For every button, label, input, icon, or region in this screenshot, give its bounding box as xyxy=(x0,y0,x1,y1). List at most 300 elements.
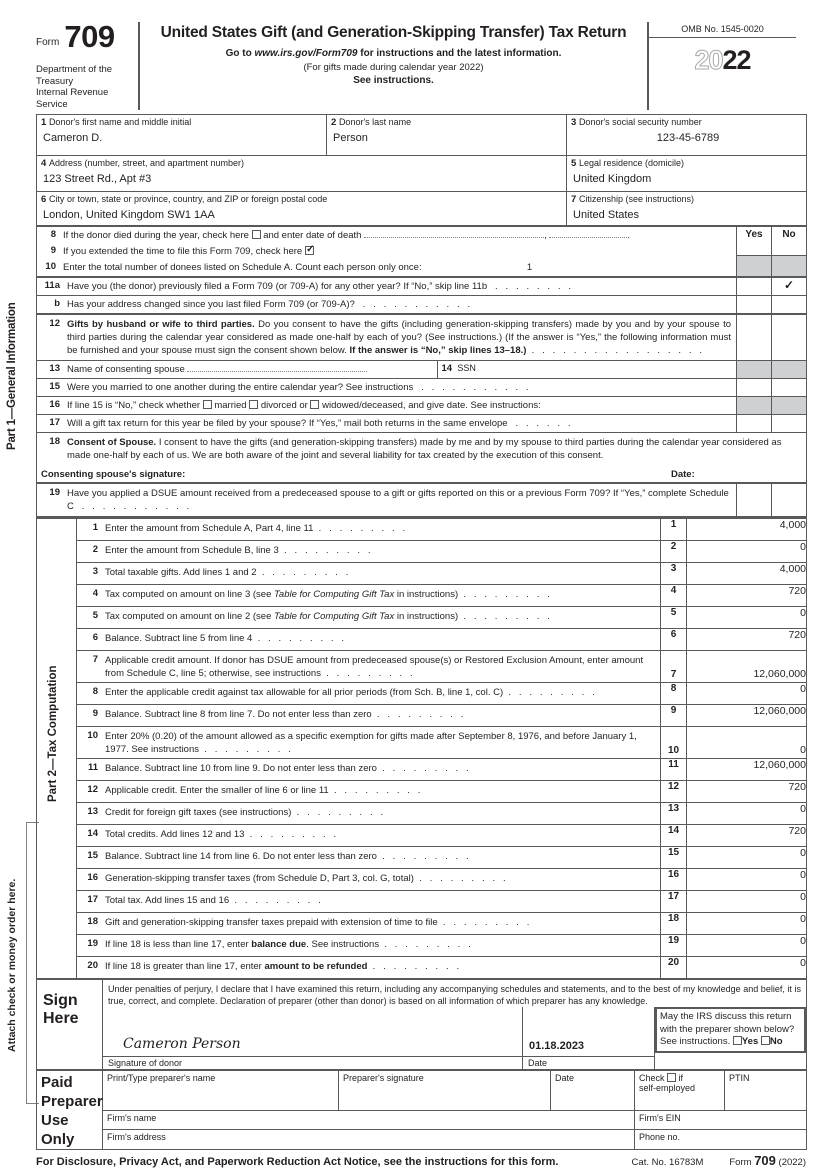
part2-line-20-amount[interactable]: 0 xyxy=(687,957,807,979)
see-instructions-note: See instructions. xyxy=(353,75,434,86)
part2-line-18-amount[interactable]: 0 xyxy=(687,913,807,935)
table-row xyxy=(37,607,807,629)
table-row xyxy=(37,585,807,607)
consenting-spouse-ssn-cell[interactable] xyxy=(437,361,736,378)
part2-line-6-description xyxy=(77,629,661,651)
table-row xyxy=(37,847,807,869)
line-9-number: 9 xyxy=(50,245,56,256)
line-18-row xyxy=(41,436,801,462)
part2-line-1-box-number: 1 xyxy=(661,519,687,541)
part2-line-text: Generation-skipping transfer taxes (from Schedule D, Part 3, col. G, total) . . . . . . . . . xyxy=(105,873,509,884)
line-13-row xyxy=(41,363,434,376)
table-row xyxy=(37,957,807,979)
firm-name-cell[interactable] xyxy=(103,1111,635,1130)
donor-address-cell[interactable] xyxy=(37,156,567,192)
line-11a-yes-cell[interactable] xyxy=(737,277,772,296)
part2-line-text: Enter the amount from Schedule B, line 3 . . . . . . . . . xyxy=(105,545,374,556)
part1-section xyxy=(36,226,806,518)
part2-line-text: If line 18 is less than line 17, enter balance due. See instructions . . . . . . . . . xyxy=(105,939,474,950)
self-employed-checkbox[interactable] xyxy=(667,1073,676,1082)
part2-line-13-box-number: 13 xyxy=(661,803,687,825)
donor-city-cell[interactable] xyxy=(37,192,567,226)
line-19-number: 19 xyxy=(49,487,60,498)
table-row xyxy=(37,156,807,192)
check-if-label-b: if xyxy=(678,1072,684,1083)
part2-line-text: Total tax. Add lines 15 and 16 . . . . . . . . . xyxy=(105,895,324,906)
consent-date-label: Date: xyxy=(671,469,695,480)
line-11b-no-cell[interactable] xyxy=(772,296,807,315)
sign-here-label-cell xyxy=(37,980,103,1070)
part2-line-6-amount[interactable]: 720 xyxy=(687,629,807,651)
line-12-number: 12 xyxy=(49,318,60,329)
part2-line-number: 10 xyxy=(87,730,98,741)
part2-line-5-description xyxy=(77,607,661,629)
part2-line-10-description xyxy=(77,727,661,759)
part2-line-14-amount[interactable]: 720 xyxy=(687,825,807,847)
form-footer xyxy=(36,1153,806,1168)
line-11b-yes-cell[interactable] xyxy=(737,296,772,315)
line-11a-no-cell[interactable]: ✓ xyxy=(772,277,807,296)
donor-first-name-label: Donor's first name and middle initial xyxy=(48,117,192,127)
table-row xyxy=(37,296,807,315)
line-11a-cell xyxy=(37,277,737,296)
part2-line-6-box-number: 6 xyxy=(661,629,687,651)
table-row xyxy=(37,563,807,585)
preparer-signature-cell[interactable] xyxy=(339,1070,551,1111)
line-16-number: 16 xyxy=(49,399,60,410)
goto-line xyxy=(146,48,641,59)
part2-line-number: 17 xyxy=(87,894,98,905)
donor-date-value: 01.18.2023 xyxy=(529,1039,585,1052)
part2-line-11-description xyxy=(77,759,661,781)
tax-year-short: 22 xyxy=(722,45,751,75)
page-title: United States Gift (and Generation-Skipping Transfer) Tax Return xyxy=(160,24,627,41)
line-16-text-a: If line 15 is “No,” check whether xyxy=(67,400,201,411)
line-12-text-a: Do you consent to have the gifts (including generation-skipping transfers) made by you and by your spouse to third parties during the calendar year considered as made one-half by each of you? (See instructions.) (If the answer is “Yes,” the following information must be furnished and your spouse must sign the consent shown below. xyxy=(67,319,731,356)
line-16-cell xyxy=(37,397,737,415)
part2-line-number: 3 xyxy=(92,566,98,577)
part2-line-20-box-number: 20 xyxy=(661,957,687,979)
irs-url-link[interactable]: www.irs.gov/Form709 xyxy=(254,48,358,59)
line-17-row xyxy=(41,417,733,430)
citizenship-value: United States xyxy=(573,209,640,221)
part2-line-8-box-number: 8 xyxy=(661,683,687,705)
line-11b-text xyxy=(67,298,733,311)
table-row xyxy=(37,980,807,1008)
line-8-text: If the donor died during the year, check here and enter date of death , . xyxy=(63,230,630,241)
footer-form-word: Form xyxy=(729,1156,752,1168)
part2-line-17-description xyxy=(77,891,661,913)
ptin-label: PTIN xyxy=(729,1072,750,1083)
footer-form-year: (2022) xyxy=(778,1156,806,1168)
line-16-text xyxy=(67,399,733,412)
part2-line-7-description xyxy=(77,651,661,683)
leader-dots: . . . . . . . . . . . xyxy=(357,299,473,310)
donor-first-name-value: Cameron D. xyxy=(43,132,103,144)
goto-prefix: Go to xyxy=(225,48,255,59)
line-14-number: 14 xyxy=(441,363,453,374)
table-row xyxy=(37,913,807,935)
part2-line-number: 12 xyxy=(87,784,98,795)
consenting-spouse-signature-label: Consenting spouse's signature: xyxy=(41,469,186,480)
line-17-text xyxy=(67,417,733,430)
part2-line-text: Total taxable gifts. Add lines 1 and 2 . . . . . . . . . xyxy=(105,567,351,578)
preparer-date-label: Date xyxy=(555,1072,575,1083)
no-cell-shaded xyxy=(772,255,807,275)
line-10-row xyxy=(37,261,736,274)
field-number-2: 2 xyxy=(331,117,337,128)
line-18-bold-lead: Consent of Spouse. xyxy=(67,437,157,448)
line-19-cell xyxy=(37,483,737,517)
part2-line-2-amount[interactable]: 0 xyxy=(687,541,807,563)
irs-discuss-no-checkbox[interactable] xyxy=(761,1036,770,1045)
sign-here-section xyxy=(36,979,806,1070)
self-employed-block xyxy=(635,1071,724,1095)
line-12-cell xyxy=(37,314,737,361)
line-15-text-a: Were you married to one another during the entire calendar year? See instructions xyxy=(67,382,414,393)
line-17-number: 17 xyxy=(49,417,60,428)
part2-line-text: Enter 20% (0.20) of the amount allowed as a specific exemption for gifts made after September 8, 1976, and before January 1, 1977. See instructions . . . . . . . . . xyxy=(105,731,637,755)
irs-discuss-yes-checkbox[interactable] xyxy=(733,1036,742,1045)
part2-line-text: If line 18 is greater than line 17, enter amount to be refunded . . . . . . . . . xyxy=(105,961,462,972)
department-line-1: Department of the Treasury xyxy=(36,64,113,87)
part2-line-text: Balance. Subtract line 10 from line 9. Do not enter less than zero . . . . . . . . . xyxy=(105,763,472,774)
donor-city-label: City or town, state or province, country, and ZIP or foreign postal code xyxy=(48,194,328,204)
line-19-row xyxy=(41,487,731,513)
table-row xyxy=(37,1070,807,1111)
line-13-14-cell xyxy=(37,361,737,379)
table-row xyxy=(37,727,807,759)
part2-line-9-amount[interactable]: 12,060,000 xyxy=(687,705,807,727)
part2-line-15-description xyxy=(77,847,661,869)
donor-ssn-cell[interactable] xyxy=(567,115,807,156)
line-11a-number: 11a xyxy=(44,280,60,291)
part2-line-10-amount[interactable]: 0 xyxy=(687,727,807,759)
table-row xyxy=(37,1007,807,1069)
line-13-number: 13 xyxy=(49,363,60,374)
irs-discuss-cell xyxy=(655,1007,807,1069)
part2-line-17-amount[interactable]: 0 xyxy=(687,891,807,913)
table-row xyxy=(37,415,807,433)
phone-label: Phone no. xyxy=(639,1132,681,1143)
lines-8-10-block xyxy=(37,227,737,278)
table-row xyxy=(37,1111,807,1130)
citizenship-cell[interactable] xyxy=(567,192,807,226)
check-if-label-a: Check xyxy=(639,1072,665,1083)
donor-first-name-cell[interactable] xyxy=(37,115,327,156)
part2-line-number: 4 xyxy=(92,588,98,599)
donor-last-name-cell[interactable] xyxy=(327,115,567,156)
line-13-input[interactable] xyxy=(187,371,367,372)
part2-line-16-amount[interactable]: 0 xyxy=(687,869,807,891)
line-8-row xyxy=(37,229,736,242)
part2-line-number: 18 xyxy=(87,916,98,927)
tax-year xyxy=(649,45,796,76)
part2-line-text: Credit for foreign gift taxes (see instructions) . . . . . . . . . xyxy=(105,807,386,818)
part2-vertical-label-cell xyxy=(37,519,77,979)
line-11b-number: b xyxy=(54,298,60,309)
part2-line-15-amount[interactable]: 0 xyxy=(687,847,807,869)
part2-line-11-amount[interactable]: 12,060,000 xyxy=(687,759,807,781)
table-row xyxy=(37,1130,807,1149)
part2-line-12-box-number: 12 xyxy=(661,781,687,803)
self-employed-label: self-employed xyxy=(639,1082,696,1093)
part2-line-text: Enter the amount from Schedule A, Part 4, line 11 . . . . . . . . . xyxy=(105,523,408,534)
form-709-page xyxy=(0,19,822,1168)
line-12-no-cell[interactable] xyxy=(772,314,807,361)
line-10-donee-count-value: 1 xyxy=(526,262,533,273)
part2-line-number: 8 xyxy=(92,686,98,697)
sign-here-line-1: Sign xyxy=(43,992,78,1009)
part2-section xyxy=(36,518,806,979)
table-row xyxy=(37,651,807,683)
ptin-cell[interactable] xyxy=(725,1070,807,1111)
field-number-3: 3 xyxy=(571,117,577,128)
field-number-4: 4 xyxy=(41,158,47,169)
table-row xyxy=(37,397,807,415)
part2-line-number: 6 xyxy=(92,632,98,643)
part2-line-1-amount[interactable]: 4,000 xyxy=(687,519,807,541)
line-19-text xyxy=(67,487,731,513)
line-11a-row xyxy=(41,280,733,293)
table-row xyxy=(37,541,807,563)
form-number: 709 xyxy=(64,19,115,54)
part2-line-text: Balance. Subtract line 14 from line 6. Do not enter less than zero . . . . . . . . . xyxy=(105,851,472,862)
part2-line-text: Applicable credit. Enter the smaller of line 6 or line 11 . . . . . . . . . xyxy=(105,785,424,796)
part2-line-text: Enter the applicable credit against tax allowable for all prior periods (from Sch. B, line 1, col. C) . . . . . . . . . xyxy=(105,687,598,698)
line-8-date-field-year[interactable] xyxy=(549,237,627,238)
part2-line-4-amount[interactable]: 720 xyxy=(687,585,807,607)
line-13-no-cell xyxy=(772,361,807,379)
donor-last-name-value: Person xyxy=(333,132,368,144)
citizenship-label: Citizenship (see instructions) xyxy=(578,194,694,204)
part2-line-text: Tax computed on amount on line 2 (see Table for Computing Gift Tax in instructions) . . . . . . . . . xyxy=(105,611,553,622)
part2-line-12-amount[interactable]: 720 xyxy=(687,781,807,803)
yes-cell-shaded xyxy=(737,255,772,275)
part2-line-12-description xyxy=(77,781,661,803)
firm-ein-cell[interactable] xyxy=(635,1111,807,1130)
line-12-row xyxy=(41,318,731,357)
donor-address-label: Address (number, street, and apartment number) xyxy=(48,158,245,168)
table-row xyxy=(37,935,807,957)
part2-line-20-description xyxy=(77,957,661,979)
line-11a-text xyxy=(67,280,733,293)
line-15-yes-cell[interactable] xyxy=(737,379,772,397)
part2-line-14-box-number: 14 xyxy=(661,825,687,847)
part2-line-text: Total credits. Add lines 12 and 13 . . . . . . . . . xyxy=(105,829,339,840)
part2-line-3-description xyxy=(77,563,661,585)
preparer-name-label: Print/Type preparer's name xyxy=(107,1072,216,1083)
table-row xyxy=(37,433,807,484)
line-13-text xyxy=(67,363,434,376)
part2-line-text: Gift and generation-skipping transfer taxes prepaid with extension of time to file . . . . . . . . . xyxy=(105,917,532,928)
part2-line-text: Balance. Subtract line 5 from line 4 . . . . . . . . . xyxy=(105,633,347,644)
line-11b-text-a: Has your address changed since you last filed Form 709 (or 709-A)? xyxy=(67,299,355,310)
table-row xyxy=(37,629,807,651)
self-employed-cell[interactable] xyxy=(635,1070,725,1111)
table-row xyxy=(37,277,807,296)
line-15-cell xyxy=(37,379,737,397)
part2-line-9-box-number: 9 xyxy=(661,705,687,727)
part2-line-number: 14 xyxy=(87,828,98,839)
firm-name-label: Firm's name xyxy=(107,1113,157,1124)
line-19-text-a: Have you applied a DSUE amount received from a predeceased spouse to a gift or gifts reported on this or a previous Form 709? If “Yes,” complete Schedule C xyxy=(67,488,729,512)
line-15-no-cell[interactable] xyxy=(772,379,807,397)
table-row xyxy=(37,314,807,361)
line-11a-text-a: Have you (the donor) previously filed a Form 709 (or 709-A) for any other year? If “No,” skip line 11b xyxy=(67,281,488,292)
part2-line-text: Balance. Subtract line 8 from line 7. Do not enter less than zero . . . . . . . . . xyxy=(105,709,466,720)
field-number-5: 5 xyxy=(571,158,577,169)
donor-ssn-value: 123-45-6789 xyxy=(656,132,720,144)
line-12-bold-lead: Gifts by husband or wife to third parties. xyxy=(67,319,255,330)
signature-of-donor-label: Signature of donor xyxy=(103,1056,522,1069)
leader-dots: . . . . . . xyxy=(510,418,574,429)
line-15-row xyxy=(41,381,733,394)
line-8-number: 8 xyxy=(50,229,56,240)
line-9-checkbox[interactable] xyxy=(305,246,314,255)
table-row xyxy=(37,759,807,781)
line-16-option-divorced: divorced or xyxy=(260,400,308,411)
legal-residence-cell[interactable] xyxy=(567,156,807,192)
part2-line-11-box-number: 11 xyxy=(661,759,687,781)
part2-line-7-amount[interactable]: 12,060,000 xyxy=(687,651,807,683)
form-word-label: Form xyxy=(36,37,60,48)
part2-line-13-amount[interactable]: 0 xyxy=(687,803,807,825)
line-19-yes-cell[interactable] xyxy=(737,483,772,517)
line-16-option-widowed: widowed/deceased, and give date. See instructions: xyxy=(322,400,541,411)
paid-preparer-label-cell xyxy=(37,1070,103,1149)
line-19-no-cell[interactable] xyxy=(772,483,807,517)
line-13-yes-cell xyxy=(737,361,772,379)
part1-vertical-label: Part 1—General Information xyxy=(6,302,18,450)
field-number-7: 7 xyxy=(571,194,577,205)
firm-ein-label: Firm's EIN xyxy=(639,1113,681,1124)
consenting-spouse-name-cell[interactable] xyxy=(37,361,437,378)
part2-line-number: 19 xyxy=(87,938,98,949)
line-12-yes-cell[interactable] xyxy=(737,314,772,361)
legal-residence-value: United Kingdom xyxy=(573,173,652,185)
table-row xyxy=(37,115,807,156)
irs-discuss-yes-label: Yes xyxy=(741,1036,759,1047)
irs-discuss-box xyxy=(655,1007,806,1053)
table-row xyxy=(37,891,807,913)
part2-line-1-description xyxy=(77,519,661,541)
irs-see-instructions: See instructions. xyxy=(660,1036,731,1047)
part2-line-8-amount[interactable]: 0 xyxy=(687,683,807,705)
paid-preparer-section xyxy=(36,1070,806,1150)
part2-vertical-label: Part 2—Tax Computation xyxy=(47,665,59,803)
line-8-date-field-month[interactable] xyxy=(364,237,544,238)
part2-line-text: Applicable credit amount. If donor has DSUE amount from predeceased spouse(s) or Restored Exclusion Amount, enter amount from Schedule C, line 5; otherwise, see instructions . . . . . . . . . xyxy=(105,655,644,679)
department-block xyxy=(36,64,132,110)
line-17-no-cell[interactable] xyxy=(772,415,807,433)
line-16-widowed-checkbox[interactable] xyxy=(310,400,319,409)
line-8-text-a: If the donor died during the year, check here xyxy=(63,230,249,241)
omb-number: OMB No. 1545-0020 xyxy=(649,22,796,38)
firm-address-cell[interactable] xyxy=(103,1130,635,1149)
part2-line-19-description xyxy=(77,935,661,957)
table-row xyxy=(37,361,807,379)
part2-line-5-amount[interactable]: 0 xyxy=(687,607,807,629)
part2-line-18-box-number: 18 xyxy=(661,913,687,935)
table-row xyxy=(37,192,807,226)
donor-last-name-label: Donor's last name xyxy=(338,117,412,127)
calendar-year-note: (For gifts made during calendar year 2022) xyxy=(303,62,484,73)
donor-info-section xyxy=(36,114,806,226)
part2-line-2-description xyxy=(77,541,661,563)
donor-city-value: London, United Kingdom SW1 1AA xyxy=(43,209,215,221)
line-18-text-a: I consent to have the gifts (and generation-skipping transfers) made by me and by my spouse to third parties during the calendar year considered as made one-half by each of us. We are both aware of the joint and several liability for tax created by the execution of this consent. xyxy=(67,437,782,461)
part2-line-13-description xyxy=(77,803,661,825)
preparer-name-cell[interactable] xyxy=(103,1070,339,1111)
preparer-date-cell[interactable] xyxy=(551,1070,635,1111)
line-16-divorced-checkbox[interactable] xyxy=(249,400,258,409)
tax-year-century: 20 xyxy=(694,45,723,75)
part2-line-number: 11 xyxy=(87,762,98,773)
perjury-statement-cell xyxy=(103,980,807,1008)
table-row xyxy=(37,781,807,803)
footer-form-number: 709 xyxy=(754,1152,776,1168)
part2-line-16-description xyxy=(77,869,661,891)
form-identity-block xyxy=(36,19,140,110)
attach-check-label: Attach check or money order here. xyxy=(6,878,18,1052)
table-row xyxy=(37,825,807,847)
irs-discuss-no-label: No xyxy=(769,1036,783,1047)
line-10-number: 10 xyxy=(45,261,56,272)
line-14-label: SSN xyxy=(457,363,476,373)
legal-residence-label: Legal residence (domicile) xyxy=(578,158,684,168)
leader-dots: . . . . . . . . . . . xyxy=(415,382,532,393)
line-16-married-checkbox[interactable] xyxy=(203,400,212,409)
paid-preparer-line-1: Paid xyxy=(41,1073,73,1091)
part2-line-2-box-number: 2 xyxy=(661,541,687,563)
line-9-text xyxy=(63,245,736,258)
part2-line-3-amount[interactable]: 4,000 xyxy=(687,563,807,585)
consent-signature-row xyxy=(41,469,801,480)
line-10-text-a: Enter the total number of donees listed on Schedule A. Count each person only once: xyxy=(63,262,422,273)
part2-line-14-description xyxy=(77,825,661,847)
donor-address-value: 123 Street Rd., Apt #3 xyxy=(43,173,152,185)
phone-cell[interactable] xyxy=(635,1130,807,1149)
line-16-row xyxy=(41,399,733,412)
part2-line-15-box-number: 15 xyxy=(661,847,687,869)
line-8-checkbox[interactable] xyxy=(252,230,261,239)
form-title-block xyxy=(140,22,649,110)
line-9-text-a: If you extended the time to file this Form 709, check here xyxy=(63,246,303,257)
line-17-yes-cell[interactable] xyxy=(737,415,772,433)
line-15-text xyxy=(67,381,733,394)
date-label: Date xyxy=(523,1056,654,1069)
footer-form-id xyxy=(729,1153,806,1168)
part2-line-4-description xyxy=(77,585,661,607)
part2-line-3-box-number: 3 xyxy=(661,563,687,585)
table-row xyxy=(37,483,807,517)
table-row xyxy=(37,683,807,705)
goto-suffix: for instructions and the latest information. xyxy=(357,48,562,59)
part2-line-7-box-number: 7 xyxy=(661,651,687,683)
perjury-statement: Under penalties of perjury, I declare that I have examined this return, including any accompanying schedules and statements, and to the best of my knowledge and belief, it is true, correct, and complete. Declaration of preparer (other than donor) is based on all information of which preparer has any knowledge. xyxy=(108,984,802,1006)
table-row xyxy=(37,379,807,397)
donor-date-cell[interactable] xyxy=(523,1007,655,1069)
line-17-text-a: Will a gift tax return for this year be filed by your spouse? If “Yes,” mail both returns in the same envelope xyxy=(67,418,508,429)
part2-line-8-description xyxy=(77,683,661,705)
leader-dots: . . . . . . . . xyxy=(489,281,574,292)
donor-signature-cell[interactable] xyxy=(103,1007,523,1069)
line-8-text-b: and enter date of death xyxy=(263,230,362,241)
part2-line-19-amount[interactable]: 0 xyxy=(687,935,807,957)
leader-dots: . . . . . . . . . . . xyxy=(76,501,192,512)
part2-line-17-box-number: 17 xyxy=(661,891,687,913)
